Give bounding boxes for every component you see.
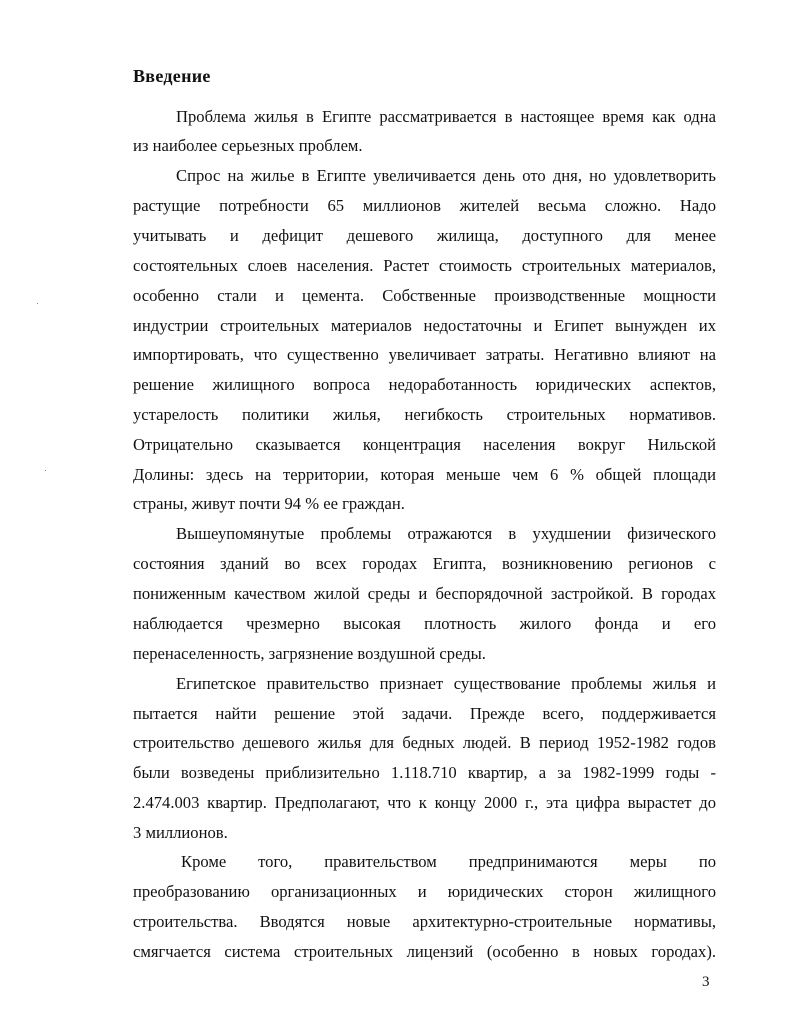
text-line: состоятельных слоев населения. Растет стоимость строительных материалов, [133,256,716,275]
text-line: Спрос на жилье в Египте увеличивается день ото дня, но удовлетворить [176,166,716,185]
scan-speck [45,470,46,471]
text-line: преобразованию организационных и юридических сторон жилищного [133,882,716,901]
text-line: строительство дешевого жилья для бедных людей. В период 1952-1982 годов [133,733,716,752]
text-line: 3 миллионов. [133,823,228,842]
text-line: из наиболее серьезных проблем. [133,136,363,155]
text-line: 2.474.003 квартир. Предполагают, что к концу 2000 г., эта цифра вырастет до [133,793,716,812]
text-line: устарелость политики жилья, негибкость строительных нормативов. [133,405,716,424]
section-heading: Введение [133,66,211,86]
text-line: Проблема жилья в Египте рассматривается в настоящее время как одна [176,107,716,126]
text-line: Отрицательно сказывается концентрация населения вокруг Нильской [133,435,716,454]
text-line: растущие потребности 65 миллионов жителей весьма сложно. Надо [133,196,716,215]
text-line: Вышеупомянутые проблемы отражаются в ухудшении физического [176,524,716,543]
text-line: перенаселенность, загрязнение воздушной среды. [133,644,486,663]
text-line: импортировать, что существенно увеличивает затраты. Негативно влияют на [133,345,716,364]
text-line: решение жилищного вопроса недоработанность юридических аспектов, [133,375,716,394]
text-line: особенно стали и цемента. Собственные производственные мощности [133,286,716,305]
text-line: Египетское правительство признает существование проблемы жилья и [176,674,716,693]
text-line: пытается найти решение этой задачи. Прежде всего, поддерживается [133,704,716,723]
text-line: Кроме того, правительством предпринимаются меры по [181,852,716,871]
text-line: Долины: здесь на территории, которая меньше чем 6 % общей площади [133,465,716,484]
text-line: страны, живут почти 94 % ее граждан. [133,494,405,513]
text-line: индустрии строительных материалов недостаточны и Египет вынужден их [133,316,716,335]
text-line: смягчается система строительных лицензий (особенно в новых городах). [133,942,716,961]
text-line: были возведены приблизительно 1.118.710 квартир, а за 1982-1999 годы - [133,763,716,782]
text-line: учитывать и дефицит дешевого жилища, доступного для менее [133,226,716,245]
text-line: состояния зданий во всех городах Египта, возникновению регионов с [133,554,716,573]
scan-speck [37,303,38,304]
page-number: 3 [702,974,710,990]
text-line: строительства. Вводятся новые архитектурно-строительные нормативы, [133,912,716,931]
text-line: наблюдается чрезмерно высокая плотность жилого фонда и его [133,614,716,633]
text-line: пониженным качеством жилой среды и беспорядочной застройкой. В городах [133,584,716,603]
